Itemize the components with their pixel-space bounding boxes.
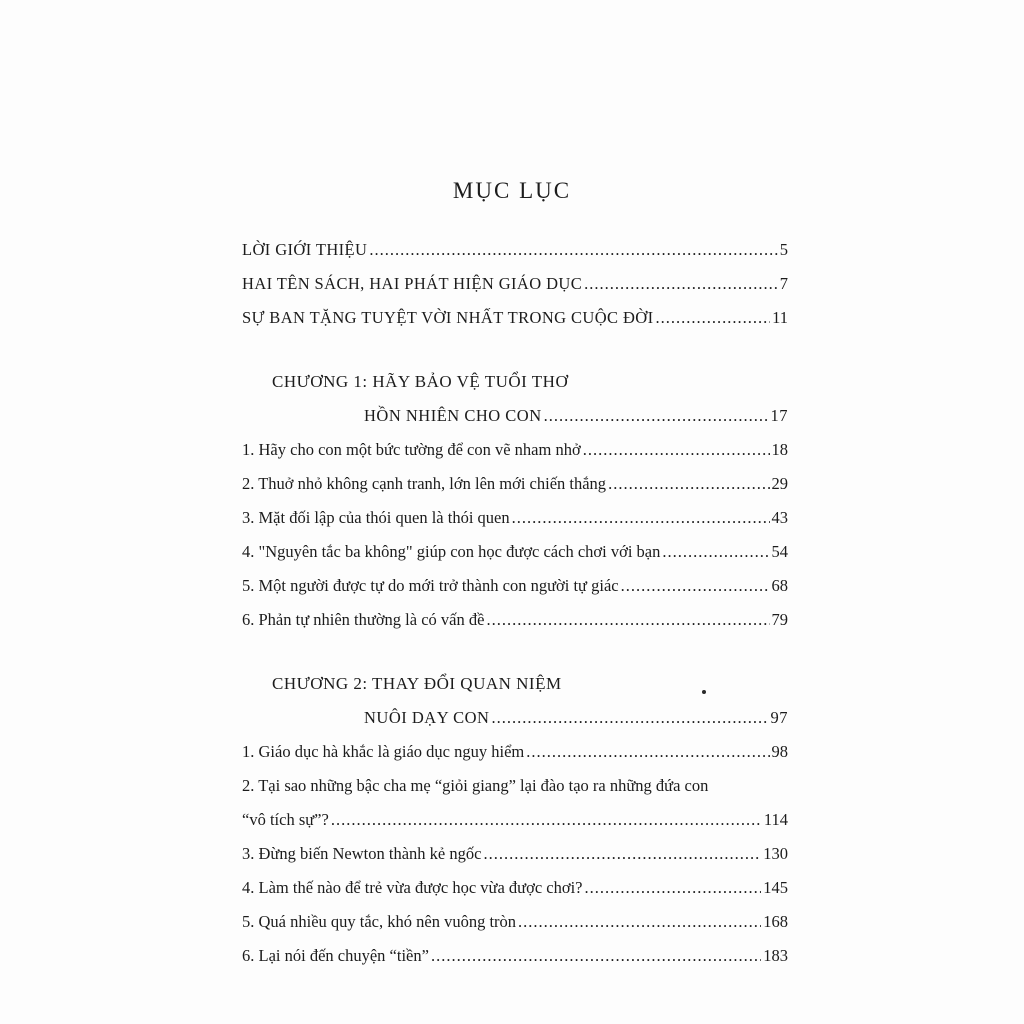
toc-entry-label: 3. Đừng biến Newton thành kẻ ngốc	[242, 844, 482, 863]
dot-leader	[655, 308, 770, 328]
toc-entry-label: 5. Quá nhiều quy tắc, khó nên vuông tròn	[242, 912, 517, 931]
toc-page-number: 43	[771, 508, 788, 527]
toc-entry	[242, 440, 788, 474]
toc-page-number: 5	[779, 240, 788, 259]
dot-leader	[608, 474, 769, 494]
toc-entry-label: 2. Thuở nhỏ không cạnh tranh, lớn lên mới chiến thắng	[242, 474, 607, 493]
toc-entry	[242, 912, 788, 946]
toc-entry	[242, 946, 788, 980]
dot-leader	[544, 406, 769, 426]
toc-entry-label: 4. "Nguyên tắc ba không" giúp con học được cách chơi với bạn	[242, 542, 661, 561]
toc-page-number: 7	[779, 274, 788, 293]
toc-entry-label-continued: “vô tích sự”?	[242, 810, 329, 829]
toc-page-number: 11	[772, 308, 788, 327]
page-title: MỤC LỤC	[452, 178, 572, 203]
dot-leader	[662, 542, 769, 562]
toc-entry	[242, 508, 788, 542]
dot-leader	[483, 844, 761, 864]
dot-leader	[526, 742, 769, 762]
dot-leader	[585, 878, 762, 898]
chapter-1-heading	[242, 372, 788, 406]
dot-leader	[512, 508, 770, 528]
toc-entry-label: SỰ BAN TẶNG TUYỆT VỜI NHẤT TRONG CUỘC ĐỜI	[242, 308, 654, 327]
toc-entry-first-line	[242, 776, 788, 810]
toc-entry-label: LỜI GIỚI THIỆU	[242, 240, 368, 259]
toc-entry-label: 3. Mặt đối lập của thói quen là thói quen	[242, 508, 510, 527]
chapter-1-heading-line2	[242, 406, 788, 440]
toc-page-number: 168	[763, 912, 788, 931]
toc-entry-label: 6. Phản tự nhiên thường là có vấn đề	[242, 610, 485, 629]
toc-entry-label: 1. Hãy cho con một bức tường để con vẽ nham nhở	[242, 440, 581, 459]
toc-page-number: 145	[763, 878, 788, 897]
chapter-1-title-line1: CHƯƠNG 1: HÃY BẢO VỆ TUỔI THƠ	[272, 372, 569, 391]
toc-entry-label: 5. Một người được tự do mới trở thành con người tự giác	[242, 576, 619, 595]
toc-entry-continuation	[242, 810, 788, 844]
dot-leader	[431, 946, 761, 966]
dot-leader	[583, 440, 770, 460]
toc-entry	[242, 742, 788, 776]
toc-entry-label: HAI TÊN SÁCH, HAI PHÁT HIỆN GIÁO DỤC	[242, 274, 583, 293]
dot-leader	[621, 576, 770, 596]
chapter-2-title-line1: CHƯƠNG 2: THAY ĐỔI QUAN NIỆM	[272, 674, 562, 693]
toc-page-number: 29	[771, 474, 788, 493]
dot-leader	[486, 610, 769, 630]
dot-leader	[331, 810, 762, 830]
toc-entry-label: 4. Làm thế nào để trẻ vừa được học vừa được chơi?	[242, 878, 583, 897]
toc-entry-label: 1. Giáo dục hà khắc là giáo dục nguy hiểm	[242, 742, 525, 761]
toc-entry	[242, 844, 788, 878]
toc-entry	[242, 610, 788, 644]
print-speck	[702, 690, 706, 694]
toc-entry	[242, 878, 788, 912]
toc-entry-label: 2. Tại sao những bậc cha mẹ “giỏi giang” lại đào tạo ra những đứa con	[242, 776, 709, 795]
dot-leader	[518, 912, 761, 932]
dot-leader	[369, 240, 777, 260]
toc-page-number: 68	[771, 576, 788, 595]
toc-entry-greatest-gift	[242, 308, 788, 342]
toc-entry	[242, 474, 788, 508]
toc-page-number: 54	[771, 542, 788, 561]
toc-entry-label: 6. Lại nói đến chuyện “tiền”	[242, 946, 429, 965]
chapter-2-title-line2: NUÔI DẠY CON	[364, 708, 490, 727]
chapter-1-title-line2: HỒN NHIÊN CHO CON	[364, 406, 542, 425]
toc-page-number: 79	[771, 610, 788, 629]
toc-page-number: 114	[763, 810, 788, 829]
toc-entry-two-titles	[242, 274, 788, 308]
dot-leader	[491, 708, 768, 728]
toc-page-number: 98	[771, 742, 788, 761]
toc-page-number: 97	[770, 708, 788, 727]
table-of-contents	[242, 240, 788, 980]
toc-page-number: 18	[771, 440, 788, 459]
toc-entry-introduction	[242, 240, 788, 274]
chapter-2-heading-line2	[242, 708, 788, 742]
toc-page-number: 183	[763, 946, 788, 965]
chapter-2-heading	[242, 674, 788, 708]
toc-entry	[242, 542, 788, 576]
dot-leader	[584, 274, 778, 294]
toc-page-number: 130	[763, 844, 788, 863]
toc-entry	[242, 576, 788, 610]
toc-page-number: 17	[770, 406, 788, 425]
